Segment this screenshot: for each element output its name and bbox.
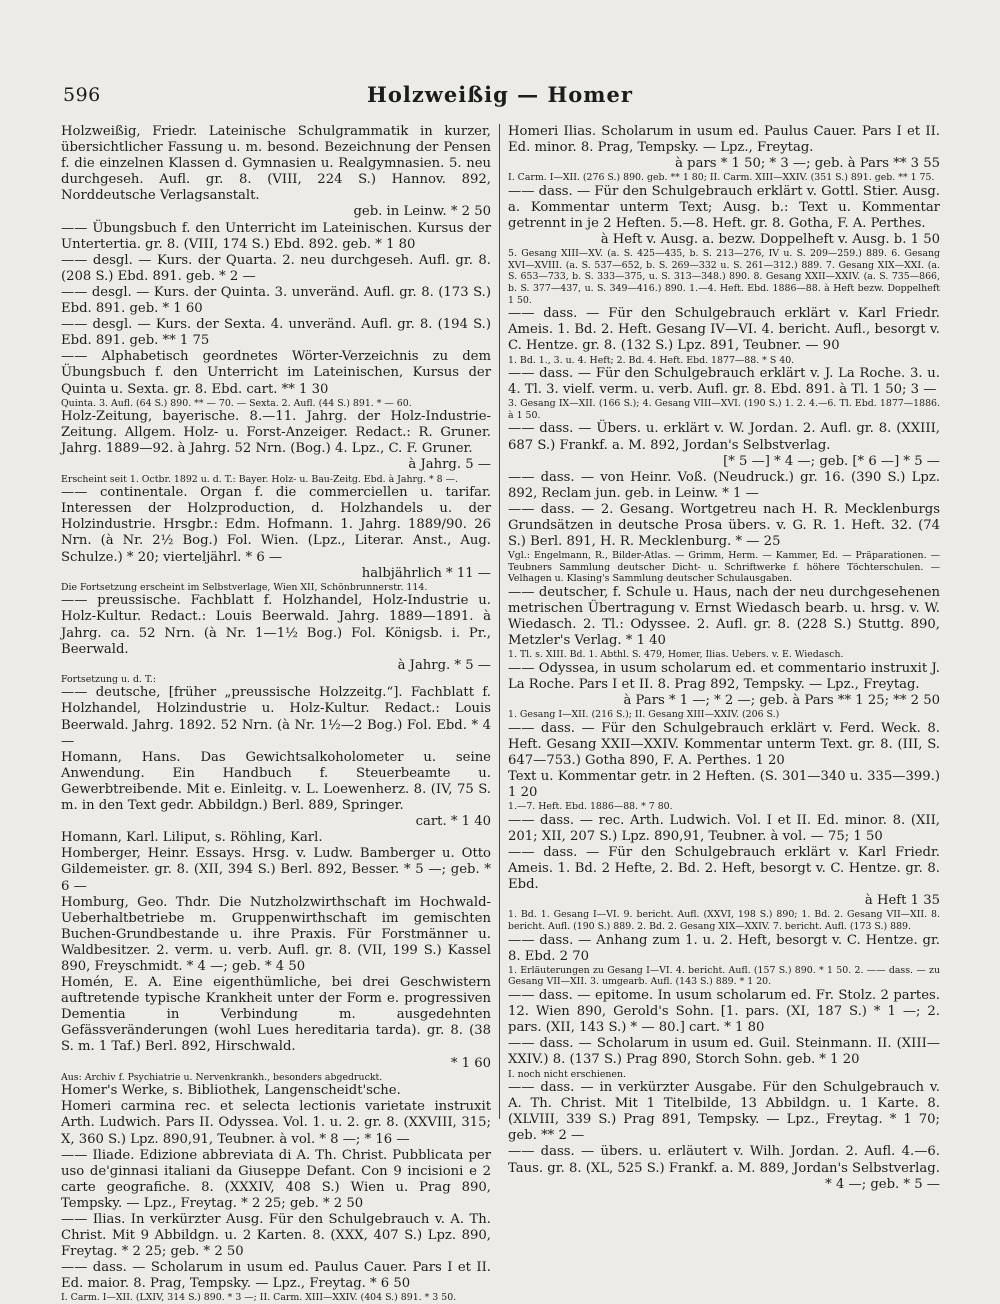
page-number: 596 bbox=[63, 84, 101, 106]
entry-note: 5. Gesang XIII—XV. (a. S. 425—435, b. S. 213—276, IV u. S. 209—259.) 889. 6. Gesang XVI—XVIII. (a. S. 537—652, b. S. 269—332 u. S. 261—312.) 889. 7. Gesang XIX—XXI. (a. S. 653—733, b. S. 333—375, u. S. 313—348.) 890. 8. Gesang XXII—XXIV. (a. S. 735—866, b. S. 377—437, u. S. 349—416.) 890. 1.—4. Heft. Ebd. 1886—88. à Heft bezw. Doppelheft 1 50. bbox=[508, 248, 940, 306]
catalog-entry: —— Iliade. Edizione abbreviata di A. Th. Christ. Pubblicata per uso de'ginnasi italiani da Giuseppe Defant. Con 9 incisioni e 2 carte geografiche. 8. (XXXIV, 408 S.) Wien u. Prag 890, Tempsky. — Lpz., Freytag. * 2 25; geb. * 2 50 bbox=[61, 1147, 491, 1211]
catalog-entry: —— dass. — 2. Gesang. Wortgetreu nach H. R. Mecklenburgs Grundsätzen in deutsche Prosa übers. v. G. R. 1. Heft. 32. (74 S.) Berl. 891, H. R. Mecklenburg. * — 25 bbox=[508, 501, 940, 550]
catalog-entry: —— dass. — epitome. In usum scholarum ed. Fr. Stolz. 2 partes. 12. Wien 890, Gerold's Sohn. [1. pars. (XI, 187 S.) * 1 —; 2. pars. (XII, 143 S.) * — 80.] cart. * 1 80 bbox=[508, 988, 940, 1036]
catalog-entry: Homann, Hans. Das Gewichtsalkoholometer u. seine Anwendung. Ein Handbuch f. Steuerbeamte u. Gewerbtreibende. Mit e. Einleitg. v. L. Loewenherz. 8. (IV, 75 S. m. in den Text gedr. Abbildgn.) Berl. 889, Springer. bbox=[61, 749, 491, 814]
entry-note: 3. Gesang IX—XII. (166 S.); 4. Gesang VIII—XVI. (190 S.) 1. 2. 4.—6. Tl. Ebd. 1877—1886. à 1 50. bbox=[508, 398, 940, 421]
catalog-entry: —— deutsche, [früher „preussische Holzzeitg.“]. Fachblatt f. Holzhandel, Holzindustrie u. Holz-Kultur. Redact.: Louis Beerwald. Jahrg. 1892. 52 Nrn. (à Nr. 1½—2 Bog.) Fol. Ebd. * 4 — bbox=[61, 685, 491, 749]
catalog-entry: —— dass. — Scholarum in usum ed. Guil. Steinmann. II. (XIII—XXIV.) 8. (137 S.) Prag 890, Storch Sohn. geb. * 1 20 bbox=[508, 1036, 940, 1068]
catalog-entry: —— dass. — Für den Schulgebrauch erklärt v. J. La Roche. 3. u. 4. Tl. 3. vielf. verm. u. verb. Aufl. gr. 8. Ebd. 891. à Tl. 1 50; 3 — bbox=[508, 366, 940, 398]
entry-note: Vgl.: Engelmann, R., Bilder-Atlas. — Grimm, Herm. — Kammer, Ed. — Präparationen. — Teubners Sammlung deutscher Dicht- u. Schriftwerke f. höhere Töchterschulen. — Velhagen u. Klasing's Sammlung deutscher Schulausgaben. bbox=[508, 550, 940, 585]
entry-note: 1. Tl. s. XIII. Bd. 1. Abthl. S. 479, Homer, Ilias. Uebers. v. E. Wiedasch. bbox=[508, 649, 844, 661]
catalog-entry: —— desgl. — Kurs. der Sexta. 4. unveränd. Aufl. gr. 8. (194 S.) Ebd. 891. geb. ** 1 75 bbox=[61, 317, 491, 349]
entry-price: à Jahrg. 5 — bbox=[408, 457, 491, 473]
column-divider bbox=[499, 124, 500, 1119]
catalog-entry: —— dass. — Für den Schulgebrauch erklärt v. Karl Friedr. Ameis. 1. Bd. 2. Heft. Gesang IV—VI. 4. bericht. Aufl., besorgt v. C. Hentze. gr. 8. (132 S.) Lpz. 891, Teubner. — 90 bbox=[508, 306, 940, 354]
catalog-entry: —— Ilias. In verkürzter Ausg. Für den Schulgebrauch v. A. Th. Christ. Mit 9 Abbildgn. u. 2 Karten. 8. (XXX, 407 S.) Lpz. 890, Freytag. * 2 25; geb. * 2 50 bbox=[61, 1211, 491, 1260]
catalog-entry: Homann, Karl. Liliput, s. Röhling, Karl. bbox=[61, 830, 323, 846]
entry-note: 1. Erläuterungen zu Gesang I—VI. 4. bericht. Aufl. (157 S.) 890. * 1 50. 2. —— dass. — zu Gesang VII—XII. 3. umgearb. Aufl. (143 S.) 889. * 1 20. bbox=[508, 964, 940, 988]
catalog-entry: —— dass. — Anhang zum 1. u. 2. Heft, besorgt v. C. Hentze. gr. 8. Ebd. 2 70 bbox=[508, 932, 940, 964]
catalog-entry: —— Übungsbuch f. den Unterricht im Lateinischen. Kursus der Untertertia. gr. 8. (VIII, 174 S.) Ebd. 892. geb. * 1 80 bbox=[61, 220, 491, 252]
catalog-entry: —— dass. — Übers. u. erklärt v. W. Jordan. 2. Aufl. gr. 8. (XXIII, 687 S.) Frankf. a. M. 892, Jordan's Selbstverlag. bbox=[508, 421, 940, 453]
catalog-entry: —— dass. — von Heinr. Voß. (Neudruck.) gr. 16. (390 S.) Lpz. 892, Reclam jun. geb. in Leinw. * 1 — bbox=[508, 469, 940, 501]
catalog-entry: Homer's Werke, s. Bibliothek, Langenscheidt'sche. bbox=[61, 1083, 401, 1099]
page-title: Holzweißig — Homer bbox=[367, 82, 633, 107]
entry-note: Erscheint seit 1. Octbr. 1892 u. d. T.: Bayer. Holz- u. Bau-Zeitg. Ebd. à Jahrg. * 8 —. bbox=[61, 473, 458, 485]
entry-price: à Pars * 1 —; * 2 —; geb. à Pars ** 1 25; ** 2 50 bbox=[623, 693, 940, 709]
entry-note: Fortsetzung u. d. T.: bbox=[61, 673, 156, 685]
catalog-entry: —— dass. — rec. Arth. Ludwich. Vol. I et II. Ed. minor. 8. (XII, 201; XII, 207 S.) Lpz. 890,91, Teubner. à vol. — 75; 1 50 bbox=[508, 812, 940, 844]
catalog-entry: Homberger, Heinr. Essays. Hrsg. v. Ludw. Bamberger u. Otto Gildemeister. gr. 8. (XII, 394 S.) Berl. 892, Besser. * 5 —; geb. * 6 — bbox=[61, 846, 491, 894]
entry-price: à Heft v. Ausg. a. bezw. Doppelheft v. Ausg. b. 1 50 bbox=[600, 232, 940, 248]
catalog-entry: Holz-Zeitung, bayerische. 8.—11. Jahrg. der Holz-Industrie-Zeitung. Allgem. Holz- u. Forst-Anzeiger. Redact.: R. Gruner. Jahrg. 1889—92. à Jahrg. 52 Nrn. (Bog.) 4. Lpz., C. F. Gruner. bbox=[61, 409, 491, 457]
catalog-entry: —— desgl. — Kurs. der Quinta. 3. unveränd. Aufl. gr. 8. (173 S.) Ebd. 891. geb. * 1 60 bbox=[61, 284, 491, 317]
entry-note: 1. Bd. 1., 3. u. 4. Heft; 2. Bd. 4. Heft. Ebd. 1877—88. * S 40. bbox=[508, 354, 795, 366]
entry-note: 1. Gesang I—XII. (216 S.); II. Gesang XIII—XXIV. (206 S.) bbox=[508, 709, 780, 721]
entry-note: Aus: Archiv f. Psychiatrie u. Nervenkrankh., besonders abgedruckt. bbox=[61, 1071, 383, 1083]
entry-note: Quinta. 3. Aufl. (64 S.) 890. ** — 70. — Sexta. 2. Aufl. (44 S.) 891. * — 60. bbox=[61, 397, 412, 409]
entry-note: I. Carm. I—XII. (276 S.) 890. geb. ** 1 80; II. Carm. XIII—XXIV. (351 S.) 891. geb. ** 1 75. bbox=[508, 172, 935, 184]
entry-price: * 1 60 bbox=[450, 1055, 491, 1071]
catalog-entry: —— deutscher, f. Schule u. Haus, nach der neu durchgesehenen metrischen Übertragung v. Ernst Wiedasch bearb. u. hrsg. v. W. Wiedasch. 2. Tl.: Odyssee. 2. Aufl. gr. 8. (228 S.) Stuttg. 890, Metzler's Verlag. * 1 40 bbox=[508, 585, 940, 649]
catalog-entry: —— dass. — Für den Schulgebrauch erklärt v. Karl Friedr. Ameis. 1. Bd. 2 Hefte, 2. Bd. 2. Heft, besorgt v. C. Hentze. gr. 8. Ebd. bbox=[508, 845, 940, 893]
catalog-entry: —— dass. — Scholarum in usum ed. Paulus Cauer. Pars I et II. Ed. maior. 8. Prag, Tempsky. — Lpz., Freytag. * 6 50 bbox=[61, 1260, 491, 1292]
catalog-entry: Text u. Kommentar getr. in 2 Heften. (S. 301—340 u. 335—399.) 1 20 bbox=[508, 769, 940, 801]
catalog-entry: —— dass. — übers. u. erläutert v. Wilh. Jordan. 2. Aufl. 4.—6. Taus. gr. 8. (XL, 525 S.) Frankf. a. M. 889, Jordan's Selbstverlag. bbox=[508, 1144, 940, 1176]
catalog-entry: —— Alphabetisch geordnetes Wörter-Verzeichnis zu dem Übungsbuch f. den Unterricht im Lateinischen, Kursus der Quinta u. Sexta. gr. 8. Ebd. cart. ** 1 30 bbox=[61, 349, 491, 397]
entry-price: cart. * 1 40 bbox=[415, 814, 491, 830]
catalog-entry: Homén, E. A. Eine eigenthümliche, bei drei Geschwistern auftretende typische Krankheit unter der Form e. progressiven Dementia in Verbindung m. ausgedehnten Gefässveränderungen (wohl Lues hereditaria tarda). gr. 8. (38 S. m. 1 Taf.) Berl. 892, Hirschwald. bbox=[61, 975, 491, 1055]
catalog-entry: Homeri Ilias. Scholarum in usum ed. Paulus Cauer. Pars I et II. Ed. minor. 8. Prag, Tempsky. — Lpz., Freytag. bbox=[508, 124, 940, 156]
catalog-entry: —— continentale. Organ f. die commerciellen u. tarifar. Interessen der Holzproduction, d. Holzhandels u. der Holzindustrie. Hrsgbr.: Edm. Hofmann. 1. Jahrg. 1889/90. 26 Nrn. (à Nr. 2½ Bog.) Fol. Wien. (Lpz., Literar. Anst., Aug. Schulze.) * 20; vierteljährl. * 6 — bbox=[61, 485, 491, 565]
catalog-entry: —— desgl. — Kurs. der Quarta. 2. neu durchgeseh. Aufl. gr. 8. (208 S.) Ebd. 891. geb. * 2 — bbox=[61, 252, 491, 284]
right-column bbox=[508, 124, 940, 1193]
entry-note: I. Carm. I—XII. (LXIV, 314 S.) 890. * 3 —; II. Carm. XIII—XXIV. (404 S.) 891. * 3 50. bbox=[61, 1292, 457, 1304]
entry-note: 1.—7. Heft. Ebd. 1886—88. * 7 80. bbox=[508, 801, 673, 813]
catalog-entry: —— dass. — Für den Schulgebrauch erklärt v. Ferd. Weck. 8. Heft. Gesang XXII—XXIV. Kommentar unterm Text. gr. 8. (III, S. 647—753.) Gotha 890, F. A. Perthes. 1 20 bbox=[508, 720, 940, 769]
catalog-entry: Homeri carmina rec. et selecta lectionis varietate instruxit Arth. Ludwich. Pars II. Odyssea. Vol. 1. u. 2. gr. 8. (XXVIII, 315; X, 360 S.) Lpz. 890,91, Teubner. à vol. * 8 —; * 16 — bbox=[61, 1099, 491, 1147]
catalog-entry: —— dass. — Für den Schulgebrauch erklärt v. Gottl. Stier. Ausg. a. Kommentar unterm Text; Ausg. b.: Text u. Kommentar getrennt in je 2 Heften. 5.—8. Heft. gr. 8. Gotha, F. A. Perthes. bbox=[508, 183, 940, 232]
entry-price: * 4 —; geb. * 5 — bbox=[825, 1176, 940, 1192]
entry-price: à Jahrg. * 5 — bbox=[397, 657, 491, 673]
catalog-entry: —— Odyssea, in usum scholarum ed. et commentario instruxit J. La Roche. Pars I et II. 8. Prag 892, Tempsky. — Lpz., Freytag. bbox=[508, 660, 940, 693]
entry-note: Die Fortsetzung erscheint im Selbstverlage, Wien XII, Schönbrunnerstr. 114. bbox=[61, 581, 428, 593]
left-column bbox=[61, 124, 491, 1304]
entry-price: à Heft 1 35 bbox=[864, 893, 940, 909]
entry-price: [* 5 —] * 4 —; geb. [* 6 —] * 5 — bbox=[723, 453, 940, 469]
entry-price: geb. in Leinw. * 2 50 bbox=[353, 204, 491, 220]
entry-note: 1. Bd. 1. Gesang I—VI. 9. bericht. Aufl. (XXVI, 198 S.) 890; 1. Bd. 2. Gesang VII—XII. 8. bericht. Aufl. (190 S.) 889. 2. Bd. 2. Gesang XIX—XXIV. 7. bericht. Aufl. (173 S.) 889. bbox=[508, 909, 940, 933]
catalog-entry: Homburg, Geo. Thdr. Die Nutzholzwirthschaft im Hochwald-Ueberhaltbetriebe m. Gruppenwirthschaft im gemischten Buchen-Grundbestande u. ihre Praxis. Für Forstmänner u. Waldbesitzer. 2. verm. u. verb. Aufl. gr. 8. (VII, 199 S.) Kassel 890, Freyschmidt. * 4 —; geb. * 4 50 bbox=[61, 894, 491, 974]
catalog-entry: —— preussische. Fachblatt f. Holzhandel, Holz-Industrie u. Holz-Kultur. Redact.: Louis Beerwald. Jahrg. 1889—1891. à Jahrg. ca. 52 Nrn. (à Nr. 1—1½ Bog.) Fol. Königsb. i. Pr., Beerwald. bbox=[61, 593, 491, 657]
catalog-entry: Holzweißig, Friedr. Lateinische Schulgrammatik in kurzer, übersichtlicher Fassung u. m. besond. Bezeichnung der Pensen f. die einzelnen Klassen d. Gymnasien u. Realgymnasien. 5. neu durchgeseh. Aufl. gr. 8. (VIII, 224 S.) Hannov. 892, Norddeutsche Verlagsanstalt. bbox=[61, 124, 491, 204]
catalog-entry: —— dass. — in verkürzter Ausgabe. Für den Schulgebrauch v. A. Th. Christ. Mit 1 Titelbilde, 13 Abbildgn. u. 1 Karte. 8. (XLVIII, 339 S.) Prag 891, Tempsky. — Lpz., Freytag. * 1 70; geb. ** 2 — bbox=[508, 1080, 940, 1144]
entry-note: I. noch nicht erschienen. bbox=[508, 1068, 626, 1080]
entry-price: à pars * 1 50; * 3 —; geb. à Pars ** 3 55 bbox=[675, 156, 940, 172]
entry-price: halbjährlich * 11 — bbox=[361, 565, 491, 581]
